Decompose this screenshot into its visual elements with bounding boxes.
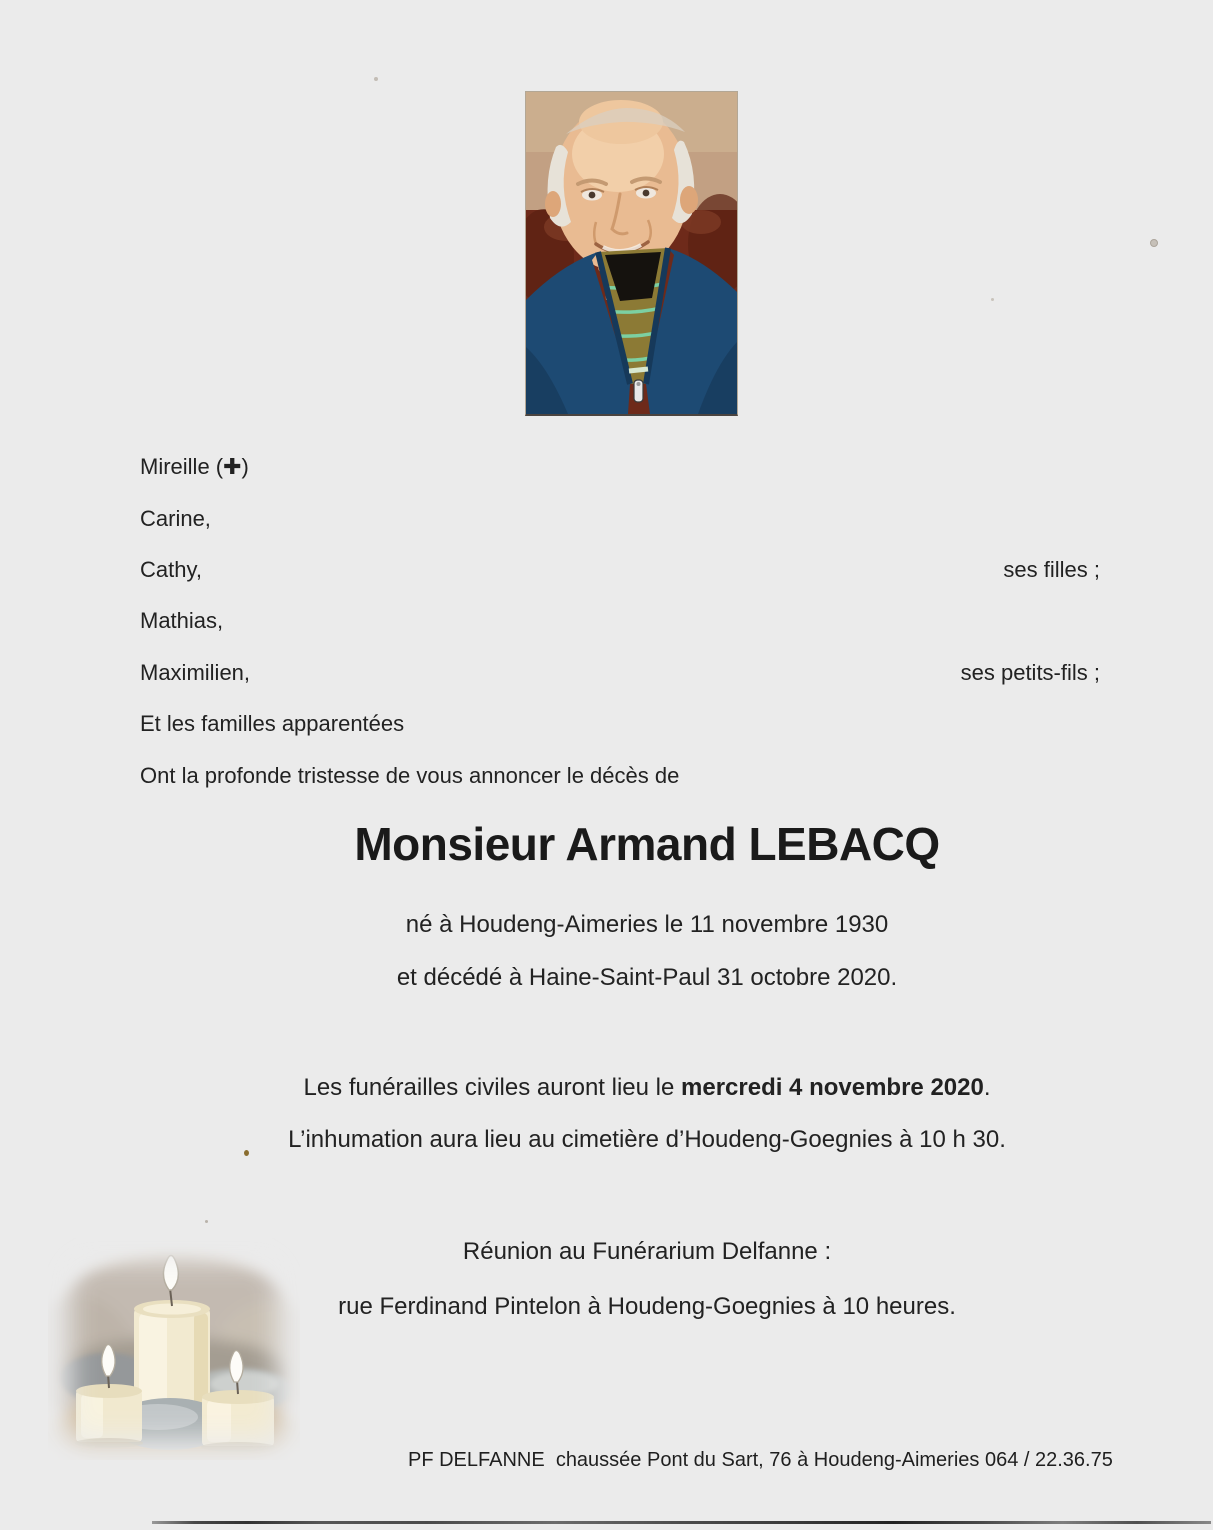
family-member-name: Mathias,: [140, 608, 224, 633]
reunion-line: Réunion au Funérarium Delfanne :: [462, 1238, 832, 1265]
scan-speck: [244, 1150, 249, 1156]
candles-illustration: [48, 1238, 300, 1460]
candles-artwork: [48, 1238, 300, 1460]
family-row: [140, 505, 1100, 533]
family-member-name: Carine,: [140, 506, 211, 531]
family-member-name: Et les familles apparentées: [140, 711, 405, 736]
reunion-address-line: rue Ferdinand Pintelon à Houdeng-Goegnies à 10 heures.: [338, 1293, 956, 1320]
funeral-date: mercredi 4 novembre 2020: [681, 1074, 984, 1101]
deceased-name: Monsieur Armand LEBACQ: [354, 818, 940, 870]
family-member-name: Cathy,: [140, 557, 202, 582]
family-row: [140, 556, 1100, 584]
announcement-intro: Ont la profonde tristesse de vous annoncer le décès de: [140, 763, 680, 788]
relation-label: ses filles ;: [1003, 557, 1100, 582]
birth-line: né à Houdeng-Aimeries le 11 novembre 1930: [405, 911, 889, 938]
scan-speck: [205, 1220, 208, 1223]
funeral-line-prefix: Les funérailles civiles auront lieu le: [303, 1074, 681, 1101]
scan-artifact-line: [152, 1521, 1211, 1524]
family-row: [140, 659, 1100, 687]
death-line: et décédé à Haine-Saint-Paul 31 octobre 2020.: [396, 964, 898, 991]
scan-speck: [1150, 239, 1158, 247]
funeral-line: [0, 1073, 1213, 1103]
burial-line: L’inhumation aura lieu au cimetière d’Houdeng-Goegnies à 10 h 30.: [288, 1126, 1006, 1153]
family-row: [140, 607, 1100, 635]
funeral-home-footer: PF DELFANNE chaussée Pont du Sart, 76 à Houdeng-Aimeries 064 / 22.36.75: [408, 1449, 1113, 1471]
scan-speck: [374, 77, 378, 81]
family-member-name: Maximilien,: [140, 660, 251, 685]
scan-speck: [991, 298, 994, 301]
family-row: [140, 710, 1100, 738]
funeral-line-suffix: .: [983, 1074, 991, 1101]
family-member-name: Mireille (✚): [140, 454, 249, 479]
portrait-illustration: [526, 92, 737, 414]
relation-label: ses petits-fils ;: [960, 660, 1100, 685]
portrait-photo: [525, 91, 738, 416]
family-row: [140, 453, 1100, 481]
